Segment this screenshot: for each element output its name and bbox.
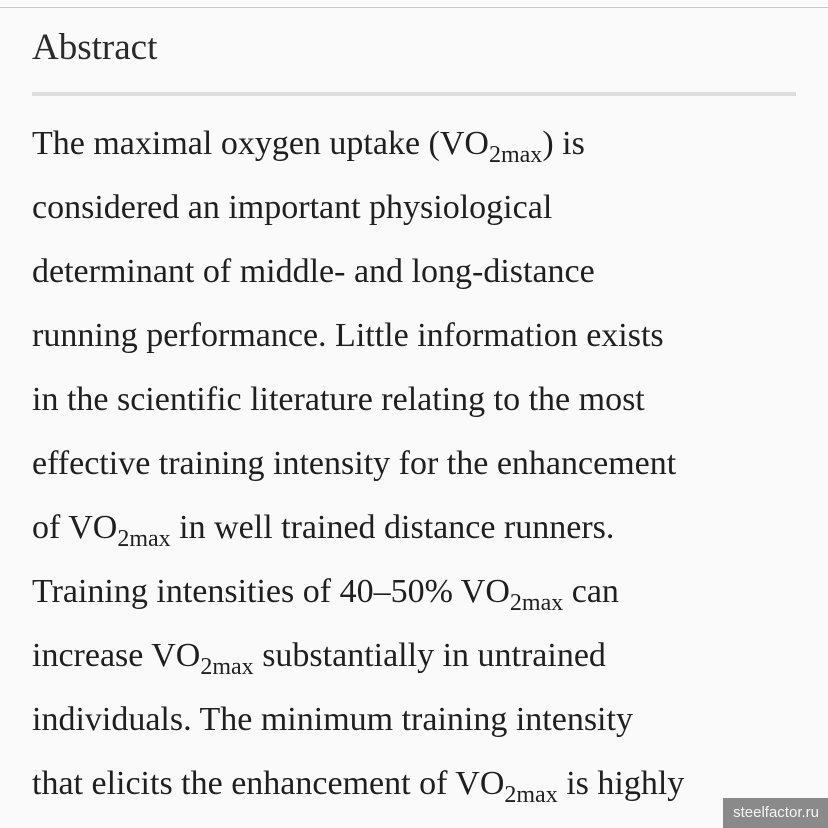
abstract-line: Training intensities of 40–50% $VO_{2max}$ can <box>32 573 619 616</box>
abstract-line: of $VO_{2max}$ in well trained distance runners. <box>32 509 615 552</box>
top-divider <box>0 7 828 8</box>
abstract-line: increase $VO_{2max}$ substantially in untrained <box>32 637 606 680</box>
abstract-line: determinant of middle- and long-distance <box>32 253 595 290</box>
subscript: 2max <box>509 590 564 616</box>
subscript: 2max <box>117 526 171 552</box>
subscript: 2max <box>200 654 254 680</box>
abstract-line: individuals. The minimum training intensity <box>32 701 633 738</box>
abstract-line: effective training intensity for the enhancement <box>32 445 677 482</box>
abstract-line: running performance. Little information exists <box>32 317 664 354</box>
abstract-text <box>32 112 822 816</box>
abstract-heading: Abstract <box>32 27 158 68</box>
abstract-line: The maximal oxygen uptake $(VO_{2max})$ is <box>32 125 585 168</box>
heading-divider <box>32 92 796 96</box>
watermark-label: steelfactor.ru <box>723 798 828 828</box>
abstract-line: considered an important physiological <box>32 189 553 226</box>
abstract-line: in the scientific literature relating to the most <box>32 381 645 418</box>
abstract-line: that elicits the enhancement of $VO_{2max}$ is highly <box>32 765 685 808</box>
subscript: 2max <box>504 782 558 808</box>
subscript: 2max <box>488 142 543 168</box>
